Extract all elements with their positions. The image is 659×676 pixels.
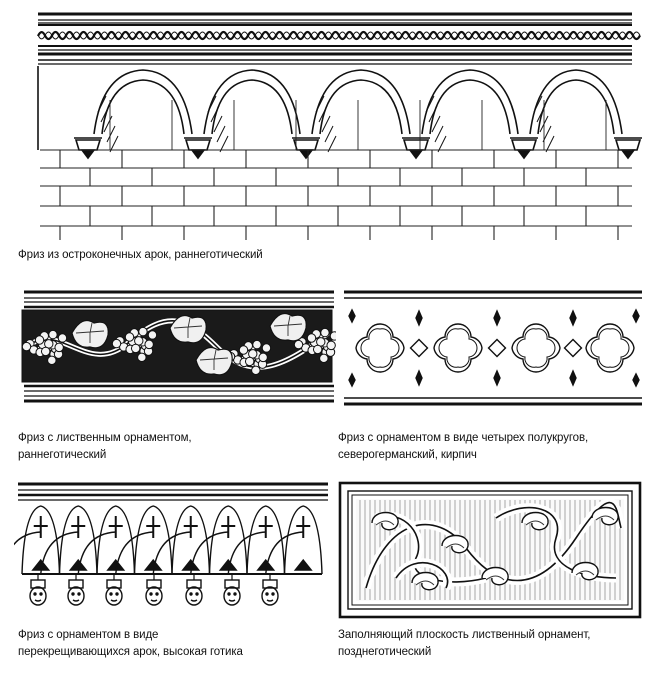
caption-line: перекрещивающихся арок, высокая готика	[18, 646, 243, 658]
late-gothic-leaf-panel-drawing	[336, 478, 646, 623]
caption-quatrefoil-frieze	[338, 430, 588, 464]
caption-line: Фриз с орнаментом в виде четырех полукругов,	[338, 432, 589, 444]
figure-quatrefoil-frieze	[340, 288, 644, 408]
figure-late-gothic-leaf-panel	[336, 478, 646, 623]
caption-crossed-arch-frieze	[18, 627, 243, 661]
caption-leaf-frieze	[18, 430, 192, 464]
caption-line: Заполняющий плоскость лиственный орнамент,	[338, 629, 591, 641]
figure-leaf-frieze	[18, 288, 336, 408]
leaf-frieze-drawing	[18, 288, 336, 408]
caption-line: Фриз с лиственным орнаментом,	[18, 432, 192, 444]
caption-line: Фриз с орнаментом в виде	[18, 629, 159, 641]
figure-pointed-arch-frieze	[0, 0, 659, 240]
caption-line: северогерманский, кирпич	[338, 449, 477, 461]
figure-crossed-arch-frieze	[14, 478, 330, 618]
pointed-arch-frieze-drawing	[0, 0, 659, 240]
quatrefoil-frieze-drawing	[340, 288, 644, 408]
caption-line: раннеготический	[18, 449, 107, 461]
caption-pointed-arch-frieze	[18, 247, 263, 264]
caption-line: Фриз из остроконечных арок, раннеготический	[18, 249, 263, 261]
caption-line: позднеготический	[338, 646, 432, 658]
caption-late-gothic-leaf-panel	[338, 627, 590, 661]
crossed-arch-frieze-drawing	[14, 478, 330, 618]
